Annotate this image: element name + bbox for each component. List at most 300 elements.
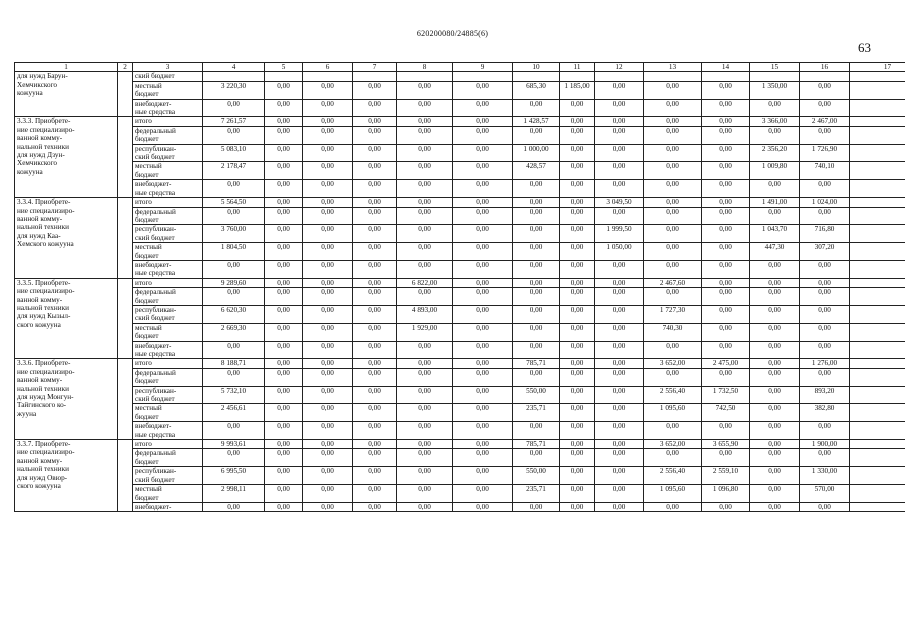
notes-cell <box>850 99 905 117</box>
funding-source: республикан- ский бюджет <box>133 144 203 162</box>
amount-cell: 1 185,00 <box>560 81 595 99</box>
amount-cell: 0,00 <box>560 260 595 278</box>
amount-cell: 0,00 <box>560 422 595 440</box>
notes-cell <box>850 386 905 404</box>
funding-source: федеральный бюджет <box>133 288 203 306</box>
amount-cell: 0,00 <box>303 225 353 243</box>
amount-cell: 0,00 <box>397 467 453 485</box>
amount-cell: 0,00 <box>453 288 513 306</box>
amount-cell: 9 993,61 <box>203 440 265 449</box>
amount-cell: 0,00 <box>203 288 265 306</box>
amount-cell: 0,00 <box>353 278 397 287</box>
funding-source: внебюджет- ные средства <box>133 180 203 198</box>
amount-cell: 0,00 <box>750 207 800 225</box>
amount-cell: 0,00 <box>513 180 560 198</box>
notes-cell <box>850 485 905 503</box>
table-row <box>15 243 905 261</box>
amount-cell: 0,00 <box>644 99 702 117</box>
table-row <box>15 323 905 341</box>
amount-cell: 0,00 <box>203 99 265 117</box>
amount-cell: 0,00 <box>265 422 303 440</box>
amount-cell: 0,00 <box>702 449 750 467</box>
amount-cell: 0,00 <box>203 126 265 144</box>
amount-cell: 4 893,00 <box>397 305 453 323</box>
amount-cell: 0,00 <box>750 180 800 198</box>
amount-cell: 0,00 <box>595 422 644 440</box>
amount-cell: 0,00 <box>303 305 353 323</box>
funding-source: федеральный бюджет <box>133 126 203 144</box>
amount-cell: 0,00 <box>303 341 353 359</box>
amount-cell: 0,00 <box>702 368 750 386</box>
amount-cell: 1 095,60 <box>644 485 702 503</box>
column-header: 10 <box>513 63 560 72</box>
amount-cell: 0,00 <box>560 117 595 126</box>
amount-cell: 0,00 <box>203 260 265 278</box>
amount-cell: 9 289,60 <box>203 278 265 287</box>
amount-cell: 0,00 <box>702 278 750 287</box>
amount-cell <box>560 72 595 81</box>
amount-cell: 0,00 <box>750 386 800 404</box>
amount-cell: 0,00 <box>397 126 453 144</box>
amount-cell: 1 350,00 <box>750 81 800 99</box>
amount-cell: 0,00 <box>265 260 303 278</box>
amount-cell <box>800 72 850 81</box>
amount-cell: 0,00 <box>353 359 397 368</box>
column-header: 9 <box>453 63 513 72</box>
amount-cell <box>265 72 303 81</box>
table-row <box>15 126 905 144</box>
column-header: 7 <box>353 63 397 72</box>
amount-cell: 0,00 <box>453 278 513 287</box>
notes-cell <box>850 323 905 341</box>
table-row <box>15 162 905 180</box>
funding-source: внебюджет- ные средства <box>133 260 203 278</box>
amount-cell: 0,00 <box>265 117 303 126</box>
funding-source: республикан- ский бюджет <box>133 225 203 243</box>
amount-cell: 1 043,70 <box>750 225 800 243</box>
notes-cell <box>850 81 905 99</box>
amount-cell: 0,00 <box>397 117 453 126</box>
amount-cell: 3 760,00 <box>203 225 265 243</box>
amount-cell: 0,00 <box>800 126 850 144</box>
amount-cell: 0,00 <box>750 359 800 368</box>
funding-source: внебюджет- ные средства <box>133 99 203 117</box>
amount-cell: 0,00 <box>303 449 353 467</box>
amount-cell: 0,00 <box>265 144 303 162</box>
amount-cell: 0,00 <box>353 99 397 117</box>
funding-source: федеральный бюджет <box>133 368 203 386</box>
amount-cell: 0,00 <box>397 359 453 368</box>
amount-cell: 0,00 <box>595 404 644 422</box>
amount-cell <box>353 72 397 81</box>
table-row <box>15 72 905 81</box>
amount-cell: 0,00 <box>397 404 453 422</box>
amount-cell: 0,00 <box>303 243 353 261</box>
amount-cell: 0,00 <box>453 99 513 117</box>
funding-source: местный бюджет <box>133 162 203 180</box>
amount-cell: 0,00 <box>595 485 644 503</box>
amount-cell: 550,00 <box>513 386 560 404</box>
amount-cell: 0,00 <box>750 278 800 287</box>
amount-cell: 0,00 <box>453 117 513 126</box>
amount-cell: 0,00 <box>353 81 397 99</box>
amount-cell <box>513 72 560 81</box>
amount-cell: 0,00 <box>303 81 353 99</box>
amount-cell: 0,00 <box>560 207 595 225</box>
amount-cell: 0,00 <box>353 288 397 306</box>
amount-cell: 0,00 <box>513 422 560 440</box>
amount-cell: 0,00 <box>800 260 850 278</box>
amount-cell: 0,00 <box>560 440 595 449</box>
amount-cell: 0,00 <box>644 243 702 261</box>
funding-source: местный бюджет <box>133 404 203 422</box>
amount-cell: 6 995,50 <box>203 467 265 485</box>
amount-cell: 0,00 <box>560 368 595 386</box>
amount-cell: 1 727,30 <box>644 305 702 323</box>
amount-cell: 0,00 <box>702 126 750 144</box>
amount-cell: 0,00 <box>397 99 453 117</box>
amount-cell: 0,00 <box>453 422 513 440</box>
amount-cell: 0,00 <box>203 207 265 225</box>
table-row <box>15 341 905 359</box>
amount-cell: 0,00 <box>513 207 560 225</box>
funding-source: республикан- ский бюджет <box>133 467 203 485</box>
amount-cell: 0,00 <box>397 225 453 243</box>
column-header: 12 <box>595 63 644 72</box>
amount-cell: 0,00 <box>560 502 595 511</box>
amount-cell: 0,00 <box>265 368 303 386</box>
table-row <box>15 449 905 467</box>
amount-cell: 0,00 <box>353 467 397 485</box>
notes-cell <box>850 207 905 225</box>
amount-cell: 235,71 <box>513 404 560 422</box>
amount-cell: 0,00 <box>702 117 750 126</box>
table-row <box>15 278 905 287</box>
amount-cell: 0,00 <box>702 81 750 99</box>
amount-cell: 0,00 <box>265 278 303 287</box>
amount-cell: 0,00 <box>397 386 453 404</box>
amount-cell: 0,00 <box>397 162 453 180</box>
amount-cell: 0,00 <box>560 288 595 306</box>
amount-cell: 0,00 <box>560 449 595 467</box>
amount-cell: 0,00 <box>595 386 644 404</box>
amount-cell: 428,57 <box>513 162 560 180</box>
amount-cell: 1 726,90 <box>800 144 850 162</box>
amount-cell: 1 276,00 <box>800 359 850 368</box>
funding-source: итого <box>133 198 203 207</box>
amount-cell: 1 999,50 <box>595 225 644 243</box>
amount-cell: 2 178,47 <box>203 162 265 180</box>
amount-cell: 0,00 <box>644 162 702 180</box>
amount-cell: 0,00 <box>303 467 353 485</box>
amount-cell: 1 900,00 <box>800 440 850 449</box>
amount-cell: 0,00 <box>353 126 397 144</box>
executor-cell <box>118 72 133 117</box>
amount-cell: 0,00 <box>453 207 513 225</box>
column-header: 13 <box>644 63 702 72</box>
amount-cell: 0,00 <box>397 144 453 162</box>
amount-cell: 0,00 <box>303 99 353 117</box>
amount-cell: 0,00 <box>560 386 595 404</box>
amount-cell: 0,00 <box>513 243 560 261</box>
notes-cell <box>850 404 905 422</box>
amount-cell: 1 330,00 <box>800 467 850 485</box>
table-row <box>15 288 905 306</box>
amount-cell: 2 998,11 <box>203 485 265 503</box>
amount-cell: 0,00 <box>702 305 750 323</box>
amount-cell: 0,00 <box>595 162 644 180</box>
amount-cell: 0,00 <box>595 99 644 117</box>
amount-cell: 0,00 <box>203 368 265 386</box>
table-row <box>15 81 905 99</box>
amount-cell: 570,00 <box>800 485 850 503</box>
amount-cell: 0,00 <box>453 404 513 422</box>
amount-cell <box>702 72 750 81</box>
funding-source: итого <box>133 359 203 368</box>
amount-cell: 0,00 <box>595 467 644 485</box>
amount-cell: 0,00 <box>702 225 750 243</box>
amount-cell: 0,00 <box>560 126 595 144</box>
amount-cell: 0,00 <box>513 368 560 386</box>
amount-cell: 2 356,20 <box>750 144 800 162</box>
amount-cell: 0,00 <box>353 502 397 511</box>
amount-cell: 0,00 <box>750 323 800 341</box>
amount-cell: 0,00 <box>702 180 750 198</box>
notes-cell <box>850 162 905 180</box>
amount-cell: 0,00 <box>265 485 303 503</box>
amount-cell: 0,00 <box>560 467 595 485</box>
amount-cell: 0,00 <box>750 99 800 117</box>
amount-cell: 0,00 <box>702 198 750 207</box>
amount-cell: 0,00 <box>644 126 702 144</box>
amount-cell: 0,00 <box>595 449 644 467</box>
amount-cell: 0,00 <box>800 368 850 386</box>
amount-cell: 0,00 <box>644 117 702 126</box>
amount-cell: 0,00 <box>702 502 750 511</box>
amount-cell: 0,00 <box>513 341 560 359</box>
notes-cell <box>850 359 905 368</box>
amount-cell: 2 467,00 <box>800 117 850 126</box>
amount-cell: 0,00 <box>353 485 397 503</box>
notes-cell <box>850 502 905 511</box>
amount-cell: 0,00 <box>644 288 702 306</box>
amount-cell: 0,00 <box>453 502 513 511</box>
amount-cell: 0,00 <box>453 467 513 485</box>
amount-cell: 0,00 <box>397 449 453 467</box>
amount-cell: 0,00 <box>800 81 850 99</box>
funding-source: внебюджет- ные средства <box>133 341 203 359</box>
amount-cell: 0,00 <box>453 225 513 243</box>
amount-cell: 0,00 <box>265 243 303 261</box>
table-row <box>15 225 905 243</box>
amount-cell: 0,00 <box>644 180 702 198</box>
amount-cell: 0,00 <box>397 502 453 511</box>
amount-cell: 0,00 <box>303 260 353 278</box>
amount-cell: 0,00 <box>265 502 303 511</box>
column-header: 3 <box>133 63 203 72</box>
amount-cell: 0,00 <box>265 386 303 404</box>
amount-cell: 0,00 <box>513 198 560 207</box>
amount-cell: 0,00 <box>800 180 850 198</box>
amount-cell: 0,00 <box>750 288 800 306</box>
amount-cell: 0,00 <box>397 368 453 386</box>
amount-cell: 1 929,00 <box>397 323 453 341</box>
amount-cell: 0,00 <box>595 359 644 368</box>
amount-cell: 0,00 <box>453 386 513 404</box>
notes-cell <box>850 422 905 440</box>
amount-cell: 0,00 <box>265 162 303 180</box>
amount-cell: 0,00 <box>595 81 644 99</box>
amount-cell: 1 050,00 <box>595 243 644 261</box>
amount-cell: 0,00 <box>800 278 850 287</box>
table-row <box>15 368 905 386</box>
table-row <box>15 386 905 404</box>
amount-cell: 0,00 <box>560 359 595 368</box>
executor-cell <box>118 359 133 440</box>
amount-cell: 0,00 <box>265 341 303 359</box>
amount-cell: 0,00 <box>702 99 750 117</box>
amount-cell: 0,00 <box>397 207 453 225</box>
amount-cell: 1 428,57 <box>513 117 560 126</box>
amount-cell: 0,00 <box>397 440 453 449</box>
amount-cell: 0,00 <box>595 144 644 162</box>
table-row <box>15 502 905 511</box>
amount-cell: 0,00 <box>560 243 595 261</box>
amount-cell: 0,00 <box>397 260 453 278</box>
amount-cell: 0,00 <box>303 485 353 503</box>
amount-cell: 0,00 <box>453 243 513 261</box>
amount-cell: 0,00 <box>303 162 353 180</box>
amount-cell: 0,00 <box>303 368 353 386</box>
table-row <box>15 260 905 278</box>
funding-source: республикан- ский бюджет <box>133 305 203 323</box>
amount-cell: 0,00 <box>644 198 702 207</box>
amount-cell: 0,00 <box>353 368 397 386</box>
notes-cell <box>850 440 905 449</box>
amount-cell: 0,00 <box>265 180 303 198</box>
amount-cell: 0,00 <box>265 288 303 306</box>
amount-cell: 0,00 <box>595 278 644 287</box>
amount-cell: 0,00 <box>303 422 353 440</box>
executor-cell <box>118 440 133 512</box>
amount-cell: 0,00 <box>303 144 353 162</box>
amount-cell: 0,00 <box>702 288 750 306</box>
amount-cell: 0,00 <box>453 449 513 467</box>
notes-cell <box>850 225 905 243</box>
amount-cell: 0,00 <box>453 81 513 99</box>
amount-cell: 0,00 <box>702 323 750 341</box>
amount-cell: 0,00 <box>353 180 397 198</box>
amount-cell: 1 095,60 <box>644 404 702 422</box>
amount-cell: 0,00 <box>265 81 303 99</box>
amount-cell: 0,00 <box>397 422 453 440</box>
amount-cell: 0,00 <box>702 243 750 261</box>
amount-cell: 716,80 <box>800 225 850 243</box>
funding-source: местный бюджет <box>133 485 203 503</box>
amount-cell: 0,00 <box>800 422 850 440</box>
executor-cell <box>118 278 133 359</box>
amount-cell: 0,00 <box>303 323 353 341</box>
amount-cell: 0,00 <box>800 288 850 306</box>
amount-cell: 0,00 <box>750 404 800 422</box>
amount-cell: 1 000,00 <box>513 144 560 162</box>
amount-cell: 2 559,10 <box>702 467 750 485</box>
amount-cell: 0,00 <box>513 449 560 467</box>
amount-cell: 0,00 <box>595 117 644 126</box>
amount-cell: 0,00 <box>303 288 353 306</box>
amount-cell: 0,00 <box>800 305 850 323</box>
amount-cell: 0,00 <box>453 485 513 503</box>
amount-cell: 0,00 <box>513 288 560 306</box>
amount-cell: 6 620,30 <box>203 305 265 323</box>
amount-cell: 0,00 <box>595 207 644 225</box>
amount-cell: 0,00 <box>203 341 265 359</box>
table-row <box>15 404 905 422</box>
amount-cell: 0,00 <box>265 467 303 485</box>
amount-cell: 1 024,00 <box>800 198 850 207</box>
amount-cell: 0,00 <box>750 260 800 278</box>
column-header: 8 <box>397 63 453 72</box>
amount-cell: 2 467,60 <box>644 278 702 287</box>
amount-cell: 0,00 <box>353 422 397 440</box>
notes-cell <box>850 126 905 144</box>
amount-cell: 0,00 <box>353 198 397 207</box>
notes-cell <box>850 368 905 386</box>
amount-cell: 0,00 <box>595 126 644 144</box>
column-header: 6 <box>303 63 353 72</box>
amount-cell: 0,00 <box>453 260 513 278</box>
amount-cell: 0,00 <box>644 260 702 278</box>
funding-source: местный бюджет <box>133 243 203 261</box>
amount-cell: 1 009,80 <box>750 162 800 180</box>
amount-cell: 0,00 <box>702 144 750 162</box>
column-header: 17 <box>850 63 905 72</box>
amount-cell: 0,00 <box>265 404 303 422</box>
amount-cell: 0,00 <box>453 440 513 449</box>
amount-cell: 0,00 <box>644 502 702 511</box>
amount-cell: 0,00 <box>644 368 702 386</box>
amount-cell: 307,20 <box>800 243 850 261</box>
notes-cell <box>850 305 905 323</box>
amount-cell: 6 822,00 <box>397 278 453 287</box>
notes-cell <box>850 288 905 306</box>
amount-cell: 0,00 <box>702 162 750 180</box>
amount-cell: 0,00 <box>265 126 303 144</box>
column-header: 4 <box>203 63 265 72</box>
amount-cell: 3 220,30 <box>203 81 265 99</box>
amount-cell: 0,00 <box>453 323 513 341</box>
amount-cell: 0,00 <box>353 386 397 404</box>
funding-source: местный бюджет <box>133 81 203 99</box>
measure-name: для нужд Барун- Хемчикского кожууна <box>15 72 118 117</box>
amount-cell: 0,00 <box>353 162 397 180</box>
amount-cell: 0,00 <box>265 305 303 323</box>
funding-source: итого <box>133 117 203 126</box>
amount-cell: 0,00 <box>644 341 702 359</box>
amount-cell: 740,30 <box>644 323 702 341</box>
amount-cell: 0,00 <box>644 449 702 467</box>
amount-cell: 0,00 <box>303 440 353 449</box>
amount-cell: 0,00 <box>203 502 265 511</box>
amount-cell: 0,00 <box>750 467 800 485</box>
column-header: 15 <box>750 63 800 72</box>
amount-cell: 0,00 <box>353 144 397 162</box>
table-row <box>15 440 905 449</box>
amount-cell: 0,00 <box>303 386 353 404</box>
amount-cell: 0,00 <box>560 198 595 207</box>
table-row <box>15 198 905 207</box>
amount-cell: 0,00 <box>644 225 702 243</box>
